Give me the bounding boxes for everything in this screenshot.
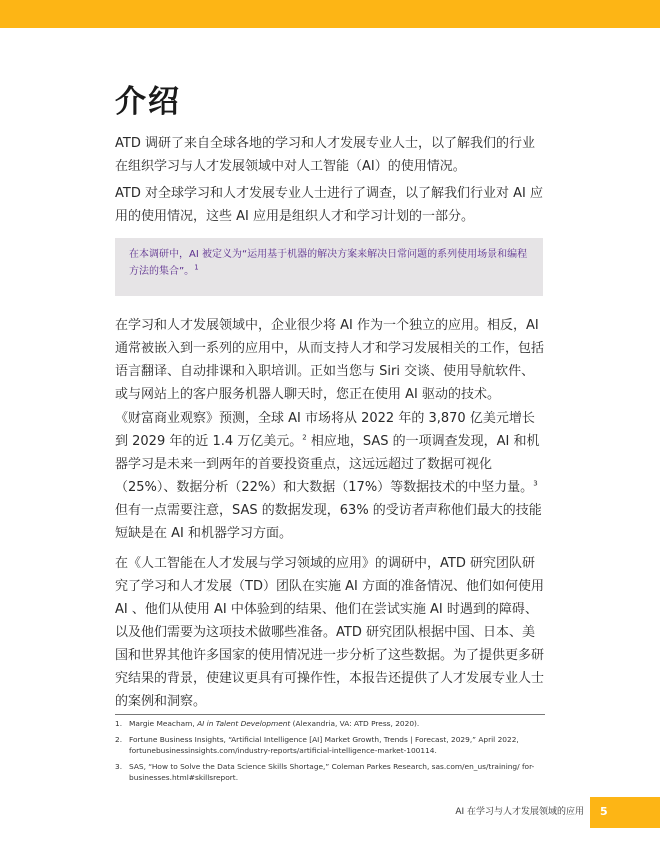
footnote-ref: 1	[194, 263, 199, 272]
page-number: 5	[600, 805, 608, 818]
body-paragraph-1: 在学习和人才发展领域中，企业很少将 AI 作为一个独立的应用。相反，AI 通常被嵌入到一系列的应用中，从而支持人才和学习发展相关的工作，包括语言翻译、自动排课和入职培训。正如当您与 Siri 交谈、使用导航软件、或与网站上的客户服务机器人聊天时，您正在使用 AI 驱动的技术。	[115, 318, 545, 402]
page-title: 介绍	[115, 84, 181, 120]
body-paragraph-3: 但有一点需要注意，SAS 的数据发现，63% 的受访者声称他们最大的技能短缺是在 AI 和机器学习方面。	[115, 503, 542, 541]
footnote-ref: 3	[533, 479, 538, 488]
footnote-text: SAS, “How to Solve the Data Science Skills Shortage,” Coleman Parkes Research, sas.com/en_us/training/ for-businesses.html#skillsreport.	[129, 762, 535, 782]
body-paragraph-4: 在《人工智能在人才发展与学习领域的应用》的调研中，ATD 研究团队研究了学习和人才发展（TD）团队在实施 AI 方面的准备情况、他们如何使用 AI 、他们从使用 AI 中体验到的结果、他们在尝试实施 AI 时遇到的障碍、以及他们需要为这项技术做哪些准备。ATD 研究团队根据中国、日本、美国和世界其他许多国家的使用情况进一步分析了这些数据。为了提供更多研究结果的背景，使建议更具有可操作性，本报告还提供了人才发展专业人士的案例和洞察。	[115, 556, 545, 709]
footnote-divider	[115, 714, 545, 715]
footnote-number: 1.	[115, 719, 123, 728]
footnotes-list	[115, 718, 555, 788]
footnote-text: Margie Meacham, AI in Talent Development (Alexandria, VA: ATD Press, 2020).	[129, 719, 420, 728]
body-paragraph-2: 《财富商业观察》预测，全球 AI 市场将从 2022 年的 3,870 亿美元增长到 2029 年的近 1.4 万亿美元。$^2$ 相应地，SAS 的一项调查发现，AI 和机器学习是未来一到两年的首要投资重点，这远远超过了数据可视化（25%）、数据分析（22%）和大数据（17%）等数据技术的中坚力量。$^3$	[115, 411, 540, 495]
intro-paragraph-2: ATD 对全球学习和人才发展专业人士进行了调查，以了解我们行业对 AI 应用的使用情况，这些 AI 应用是组织人才和学习计划的一部分。	[115, 186, 543, 224]
page-number-box	[590, 797, 660, 828]
definition-callout	[115, 238, 543, 296]
footnote-text: Fortune Business Insights, “Artificial Intelligence [AI] Market Growth, Trends | Forecast, 2029,” April 2022, fortunebusinessinsights.com/industry-reports/artificial-intelligence-market-100114.	[129, 735, 519, 755]
intro-paragraph-1: ATD 调研了来自全球各地的学习和人才发展专业人士，以了解我们的行业在组织学习与人才发展领域中对人工智能（AI）的使用情况。	[115, 136, 535, 174]
footer-report-title: AI 在学习与人才发展领域的应用	[455, 807, 584, 817]
footnote-2	[115, 734, 555, 756]
footnote-ref: 2	[302, 433, 307, 442]
footnote-book-title: AI in Talent Development	[197, 719, 291, 728]
footnote-1	[115, 718, 555, 729]
footnote-number: 2.	[115, 735, 123, 744]
footnote-3	[115, 761, 555, 783]
top-accent-bar	[0, 0, 660, 28]
callout-text: 在本调研中，AI 被定义为“运用基于机器的解决方案来解决日常问题的系列使用场景和编程方法的集合”。$^1$	[129, 249, 528, 277]
footnote-number: 3.	[115, 762, 123, 771]
